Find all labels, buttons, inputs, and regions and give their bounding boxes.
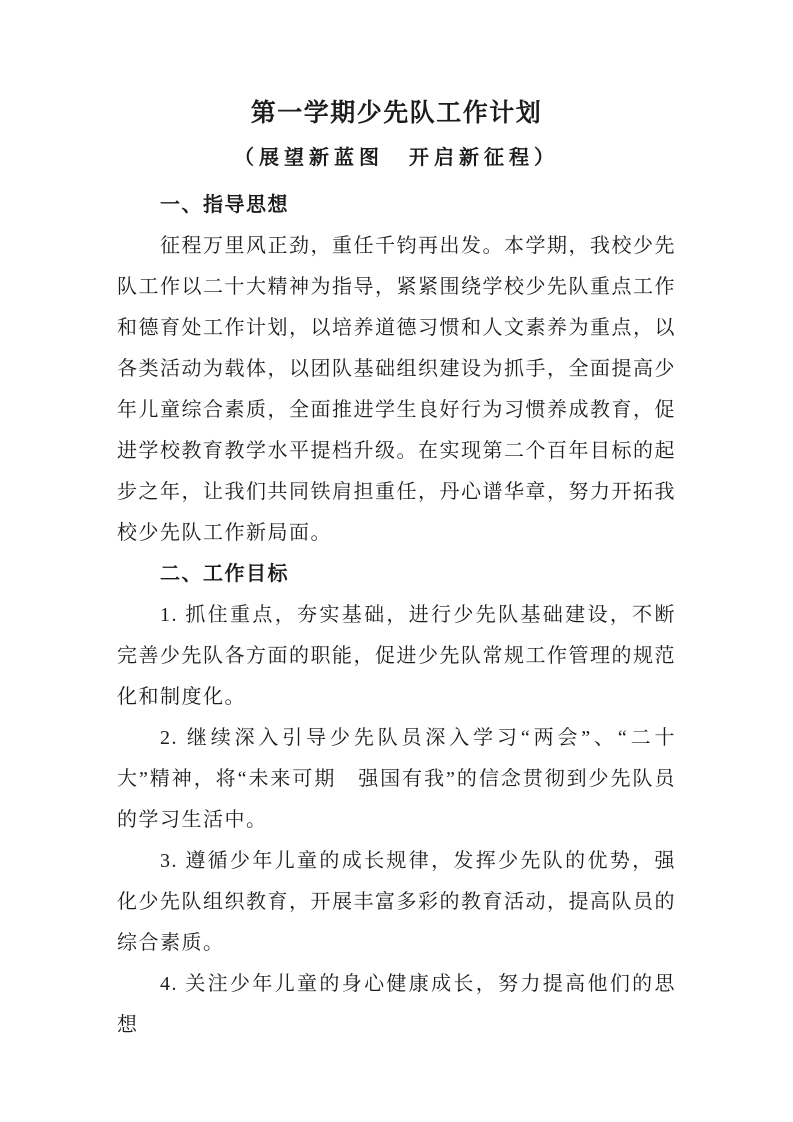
paragraph-goal-3: 3. 遵循少年儿童的成长规律，发挥少先队的优势，强化少先队组织教育，开展丰富多彩的教育活动，提高队员的综合素质。 [117,850,676,954]
document-subtitle: （展望新蓝图 开启新征程） [234,147,559,169]
section-heading-guiding-thought: 一、指导思想 [160,194,289,216]
paragraph-guiding-thought: 征程万里风正劲，重任千钧再出发。本学期，我校少先队工作以二十大精神为指导，紧紧围绕学校少先队重点工作和德育处工作计划，以培养道德习惯和人文素养为重点，以各类活动为载体，以团队基础组织建设为抓手，全面提高少年儿童综合素质，全面推进学生良好行为习惯养成教育，促进学校教育教学水平提档升级。在实现第二个百年目标的起步之年，让我们共同铁肩担重任，丹心谱华章，努力开拓我校少先队工作新局面。 [117,235,676,544]
section-heading-work-goals: 二、工作目标 [160,563,289,585]
paragraph-goal-1: 1. 抓住重点，夯实基础，进行少先队基础建设，不断完善少先队各方面的职能，促进少先队常规工作管理的规范化和制度化。 [117,604,676,708]
paragraph-goal-4: 4. 关注少年儿童的身心健康成长，努力提高他们的思想 [117,973,676,1036]
document-title: 第一学期少先队工作计划 [250,100,543,127]
paragraph-goal-2: 2. 继续深入引导少先队员深入学习“两会”、“二十大”精神，将“未来可期 强国有我”的信念贯彻到少先队员的学习生活中。 [117,727,676,831]
